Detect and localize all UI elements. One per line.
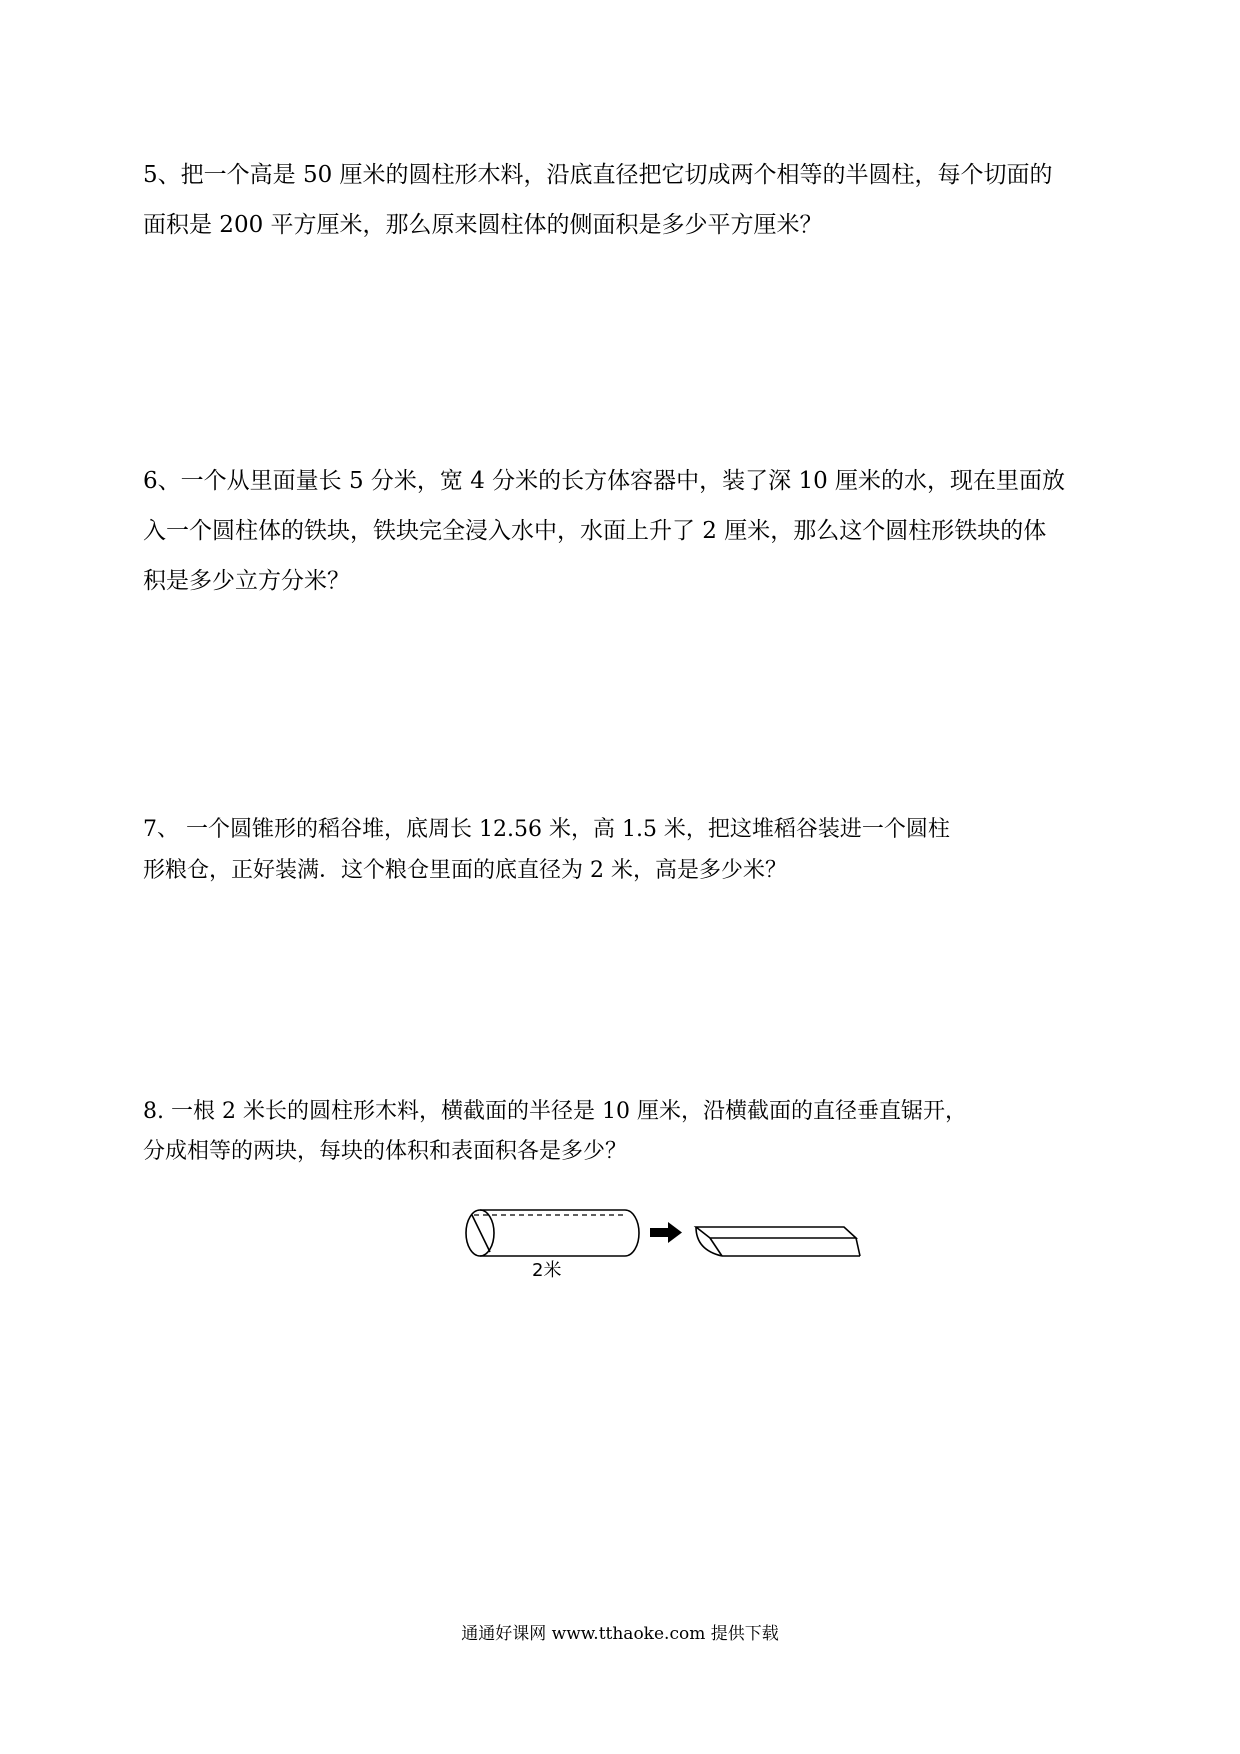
question-8-line-2: 分成相等的两块，每块的体积和表面积各是多少？ xyxy=(143,1139,628,1164)
question-6-line-3: 积是多少立方分米？ xyxy=(143,568,350,594)
question-6-line-1: 6、一个从里面量长 5 分米，宽 4 分米的长方体容器中，装了深 10 厘米的水，现在里面放 xyxy=(143,468,1066,494)
length-label: 2米 xyxy=(532,1260,562,1281)
cylinder-log-icon xyxy=(466,1210,639,1256)
question-6-line-2: 入一个圆柱体的铁块，铁块完全浸入水中，水面上升了 2 厘米，那么这个圆柱形铁块的体 xyxy=(143,518,1047,544)
question-7-line-2: 形粮仓，正好装满．这个粮仓里面的底直径为 2 米，高是多少米？ xyxy=(143,858,787,883)
question-5-line-2: 面积是 200 平方厘米，那么原来圆柱体的侧面积是多少平方厘米？ xyxy=(143,212,823,238)
page-footer: 通通好课网 www.tthaoke.com 提供下载 xyxy=(461,1624,779,1644)
question-5-line-1: 5、把一个高是 50 厘米的圆柱形木料，沿底直径把它切成两个相等的半圆柱，每个切面的 xyxy=(143,162,1053,188)
question-7-line-1: 7、 一个圆锥形的稻谷堆，底周长 12.56 米，高 1.5 米，把这堆稻谷装进一个圆柱 xyxy=(143,817,950,842)
right-arrow-icon xyxy=(650,1222,682,1243)
question-8-line-1: 8. 一根 2 米长的圆柱形木料，横截面的半径是 10 厘米，沿横截面的直径垂直锯开， xyxy=(143,1099,967,1124)
half-cylinder-icon xyxy=(460,1198,860,1256)
cylinder-cut-diagram xyxy=(460,1198,880,1288)
